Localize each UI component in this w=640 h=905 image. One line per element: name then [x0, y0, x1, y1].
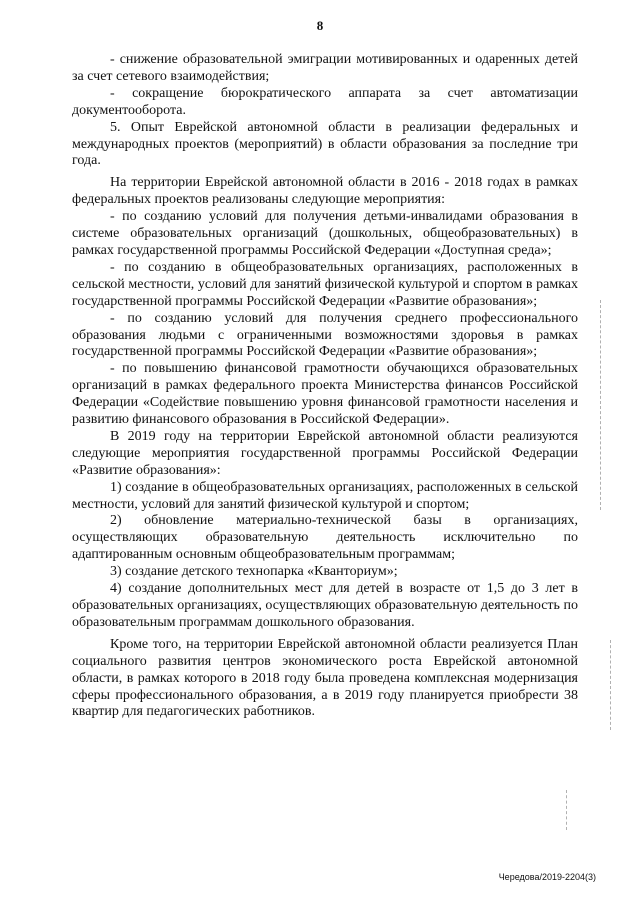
- paragraph: - по созданию условий для получения среднего профессионального образования людьми с ограниченными возможностями здоровья в рамках государственной программы Российской Федерации «Развитие образования»;: [72, 310, 578, 360]
- paragraph: - снижение образовательной эмиграции мотивированных и одаренных детей за счет сетевого взаимодействия;: [72, 52, 578, 84]
- paragraph: 3) создание детского технопарка «Кванториум»;: [110, 564, 398, 580]
- paragraph: На территории Еврейской автономной области в 2016 - 2018 годах в рамках федеральных проектов реализованы следующие мероприятия:: [72, 175, 578, 208]
- paragraph: 1) создание в общеобразовательных организациях, расположенных в сельской местности, условий для занятий физической культурой и спортом;: [72, 479, 578, 512]
- paragraph: - по созданию условий для получения детьми-инвалидами образования в системе образовательных организаций (дошкольных, общеобразовательных) в рамках государственной программы Российской Федерации «Доступная среда»;: [72, 209, 578, 258]
- paragraph: - по созданию в общеобразовательных организациях, расположенных в сельской местности, условий для занятий физической культурой и спортом в рамках государственной программы Российской Федерации «Развитие образования»;: [72, 259, 578, 309]
- paragraph: 2) обновление материально-технической базы в организациях, осуществляющих образовательную деятельность исключительно по адаптированным основным общеобразовательным программам;: [72, 513, 578, 563]
- document-body: [72, 52, 578, 721]
- paragraph: - по повышению финансовой грамотности обучающихся образовательных организаций в рамках федерального проекта Министерства финансов Российской Федерации «Содействие повышению уровня финансовой грамотности населения и развитию финансового образования в Российской Федерации».: [72, 361, 578, 428]
- page-number: 8: [316, 18, 324, 33]
- paragraph: Кроме того, на территории Еврейской автономной области реализуется План социального развития центров экономического роста Еврейской автономной области, в рамках которого в 2018 году была проведена комплексная модернизация сферы профессионального образования, а в 2019 году планируется приобрести 38 квартир для педагогических работников.: [72, 636, 578, 720]
- document-footer-code: Чередова/2019-2204(3): [498, 872, 596, 882]
- paragraph: 4) создание дополнительных мест для детей в возрасте от 1,5 до 3 лет в образовательных организациях, осуществляющих образовательную деятельность по образовательным программам дошкольного образования.: [72, 581, 578, 630]
- scan-artifact-line: [566, 790, 567, 830]
- scan-artifact-line: [610, 640, 611, 730]
- paragraph: - сокращение бюрократического аппарата за счет автоматизации документооборота.: [72, 85, 578, 118]
- paragraph: В 2019 году на территории Еврейской автономной области реализуются следующие мероприятия государственной программы Российской Федерации «Развитие образования»:: [72, 428, 578, 478]
- scan-artifact-line: [600, 300, 601, 510]
- paragraph: 5. Опыт Еврейской автономной области в реализации федеральных и международных проектов (мероприятий) в области образования за последние три года.: [72, 119, 578, 169]
